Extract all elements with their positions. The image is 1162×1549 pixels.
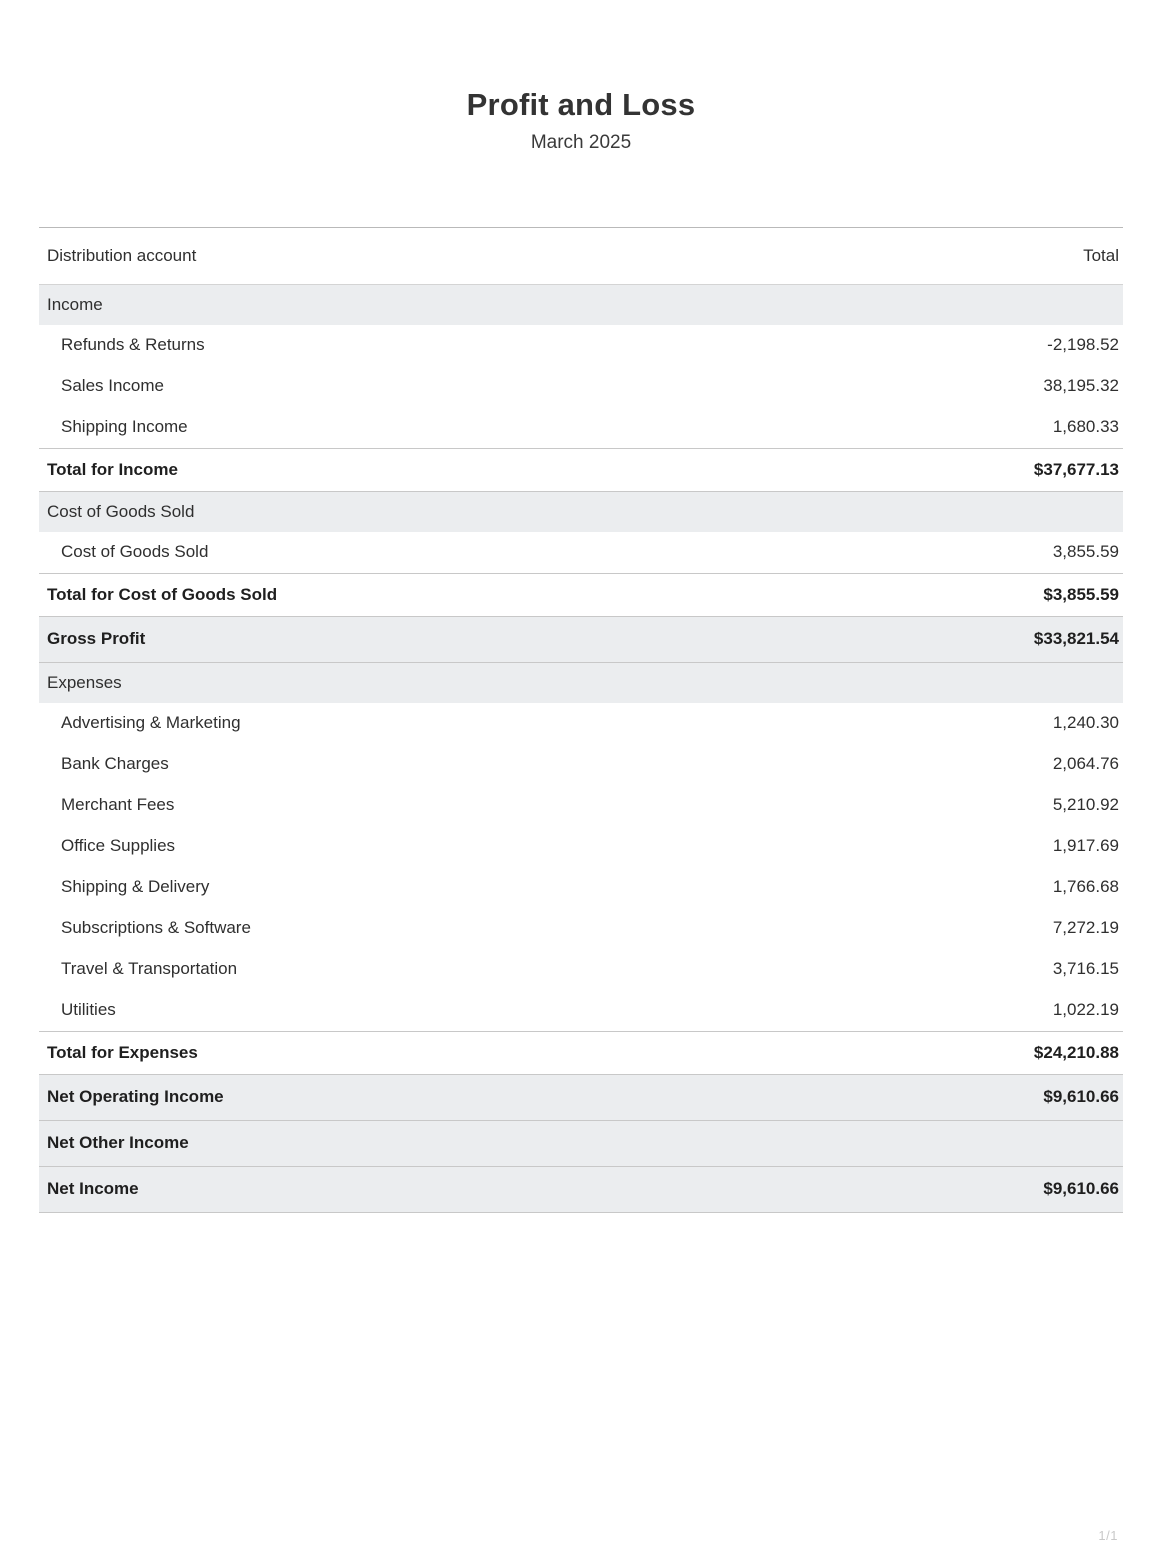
table-row — [39, 744, 1123, 785]
table-row — [39, 407, 1123, 449]
table-row — [39, 491, 1123, 532]
table-row-total — [39, 448, 1123, 491]
row-label: Merchant Fees — [61, 795, 175, 815]
column-header-account: Distribution account — [39, 227, 819, 284]
row-amount — [819, 491, 1123, 532]
row-label: Office Supplies — [61, 836, 176, 856]
profit-and-loss-table-wrapper — [39, 227, 1123, 1213]
row-amount: 1,766.68 — [1052, 877, 1119, 897]
row-amount: 3,716.15 — [1052, 959, 1119, 979]
row-label: Cost of Goods Sold — [61, 542, 209, 562]
row-amount — [819, 284, 1123, 325]
row-amount: 7,272.19 — [1052, 918, 1119, 938]
row-amount: $9,610.66 — [819, 1166, 1123, 1212]
row-label: Expenses — [39, 662, 819, 703]
row-amount: 1,022.19 — [1052, 1000, 1119, 1020]
table-row-total — [39, 1031, 1123, 1074]
page-number: 1/1 — [1098, 1528, 1118, 1543]
row-label: Shipping & Delivery — [61, 877, 210, 897]
row-amount: 3,855.59 — [1052, 542, 1119, 562]
row-amount: 1,240.30 — [1052, 713, 1119, 733]
row-label: Net Operating Income — [39, 1074, 819, 1120]
table-row — [39, 325, 1123, 366]
profit-and-loss-table — [39, 227, 1123, 1213]
row-amount: 38,195.32 — [1043, 376, 1119, 396]
row-label: Total for Income — [39, 448, 819, 491]
table-row-net-income — [39, 1166, 1123, 1212]
table-row — [39, 826, 1123, 867]
row-amount: $33,821.54 — [819, 616, 1123, 662]
table-row — [39, 867, 1123, 908]
row-amount — [819, 662, 1123, 703]
table-row — [39, 703, 1123, 744]
page-title: Profit and Loss — [466, 87, 696, 122]
row-label: Advertising & Marketing — [61, 713, 241, 733]
row-amount: 1,680.33 — [1052, 417, 1119, 437]
table-row — [39, 532, 1123, 574]
row-label: Travel & Transportation — [61, 959, 238, 979]
table-row — [39, 908, 1123, 949]
table-row — [39, 949, 1123, 990]
row-amount: -2,198.52 — [1047, 335, 1119, 355]
table-row — [39, 990, 1123, 1032]
row-amount: $3,855.59 — [819, 573, 1123, 616]
table-row — [39, 662, 1123, 703]
row-label: Total for Expenses — [39, 1031, 819, 1074]
table-row-total — [39, 573, 1123, 616]
row-label: Net Income — [39, 1166, 819, 1212]
report-header — [0, 0, 1162, 155]
row-label: Subscriptions & Software — [61, 918, 251, 938]
row-label: Income — [39, 284, 819, 325]
row-label: Total for Cost of Goods Sold — [39, 573, 819, 616]
row-label: Bank Charges — [61, 754, 169, 774]
row-label: Shipping Income — [61, 417, 188, 437]
row-amount: $24,210.88 — [819, 1031, 1123, 1074]
table-header-row — [39, 227, 1123, 284]
table-body — [39, 227, 1123, 1212]
row-label: Sales Income — [61, 376, 164, 396]
row-amount: $37,677.13 — [819, 448, 1123, 491]
table-row — [39, 366, 1123, 407]
row-label: Gross Profit — [39, 616, 819, 662]
row-label: Refunds & Returns — [61, 335, 205, 355]
report-period: March 2025 — [530, 132, 632, 154]
table-row — [39, 284, 1123, 325]
row-amount: 2,064.76 — [1052, 754, 1119, 774]
row-amount: $9,610.66 — [819, 1074, 1123, 1120]
table-row-net-operating-income — [39, 1074, 1123, 1120]
row-label: Net Other Income — [39, 1120, 819, 1166]
row-amount: 5,210.92 — [1052, 795, 1119, 815]
row-label: Utilities — [61, 1000, 116, 1020]
table-row-net-other-income — [39, 1120, 1123, 1166]
table-row-gross-profit — [39, 616, 1123, 662]
table-row — [39, 785, 1123, 826]
row-amount — [819, 1120, 1123, 1166]
row-amount: 1,917.69 — [1052, 836, 1119, 856]
column-header-total: Total — [819, 227, 1123, 284]
row-label: Cost of Goods Sold — [39, 491, 819, 532]
